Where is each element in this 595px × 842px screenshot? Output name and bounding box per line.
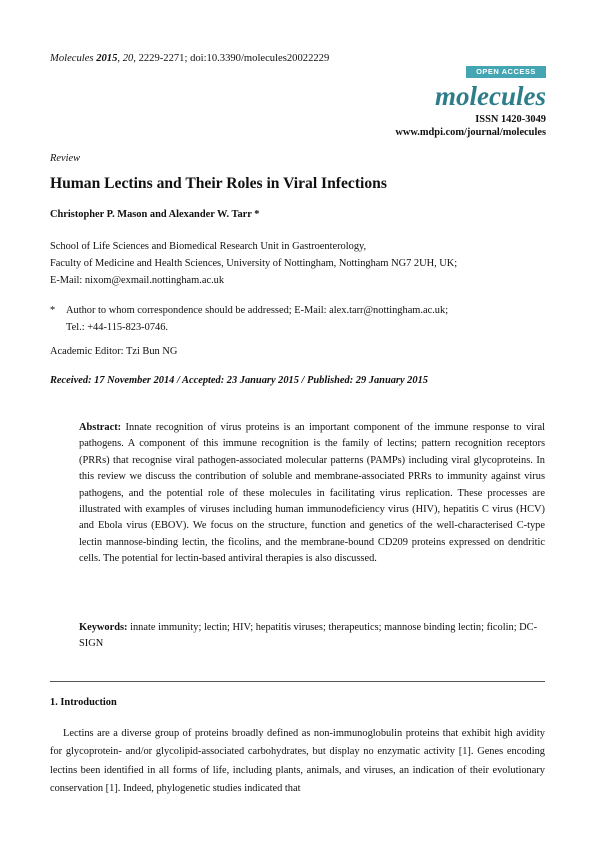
correspondence-note xyxy=(50,302,448,336)
citation-rest: , 2229-2271; doi:10.3390/molecules20022229 xyxy=(133,53,330,64)
correspondence-line: Author to whom correspondence should be addressed; E-Mail: alex.tarr@nottingham.ac.uk; xyxy=(66,305,449,316)
keywords-text: innate immunity; lectin; HIV; hepatitis viruses; therapeutics; mannose binding lectin; ficolin; DC-SIGN xyxy=(79,622,538,650)
citation-journal: Molecules xyxy=(50,53,94,64)
author-list: Christopher P. Mason and Alexander W. Tarr * xyxy=(50,209,260,220)
citation-year: 2015 xyxy=(96,53,118,64)
citation-volume: 20 xyxy=(122,53,134,64)
affiliation-line: Faculty of Medicine and Health Sciences, University of Nottingham, Nottingham NG7 2UH, UK; xyxy=(50,258,458,269)
affiliation-line: School of Life Sciences and Biomedical Research Unit in Gastroenterology, xyxy=(50,241,367,252)
academic-editor: Academic Editor: Tzi Bun NG xyxy=(50,346,178,357)
citation-line: Molecules 2015, 20, 2229-2271; doi:10.3390/molecules20022229 xyxy=(50,53,330,64)
keywords-label: Keywords: xyxy=(79,622,128,633)
journal-logo: molecules xyxy=(435,81,546,111)
introduction-paragraph: Lectins are a diverse group of proteins broadly defined as non-immunoglobulin proteins that exhibit high avidity for glycoprotein- and/or glycolipid-associated carbohydrates, but display no enzymatic activity [1]. Genes encoding lectins been identified in all forms of life, including plants, animals, and viruses, an indication of their evolutionary conservation [1]. Indeed, phylogenetic studies indicated that xyxy=(50,728,545,795)
correspondence-phone: Tel.: +44-115-823-0746. xyxy=(66,322,168,333)
correspondence-mark: * xyxy=(50,305,56,316)
article-title: Human Lectins and Their Roles in Viral Infections xyxy=(50,175,387,192)
affiliation-email[interactable]: E-Mail: nixom@exmail.nottingham.ac.uk xyxy=(50,275,225,286)
section-heading: 1. Introduction xyxy=(50,697,117,708)
abstract-text: Innate recognition of virus proteins is an important component of the immune response to viral pathogens. A component of this immune recognition is the family of lectins; pattern recognition receptors (PRRs) that recognise viral pathogen-associated molecular patterns (PAMPs) including viral glycoproteins. In this review we discuss the contribution of soluble and membrane-associated PRRs to immunity against virus pathogens, and the potential role of these molecules in facilitating virus replication. These processes are illustrated with examples of viruses including human immunodeficiency virus (HIV), hepatitis C virus (HCV) and Ebola virus (EBOV). We focus on the structure, function and genetics of the well-characterised C-type lectin mannose-binding lectin, the ficolins, and the membrane-bound CD209 proteins expressed on dendritic cells. The potential for lectin-based antiviral therapies is also discussed. xyxy=(79,422,545,565)
publication-dates: Received: 17 November 2014 / Accepted: 23 January 2015 / Published: 29 January 2015 xyxy=(50,375,428,386)
open-access-badge: OPEN ACCESS xyxy=(466,66,546,78)
affiliation xyxy=(50,238,457,289)
issn: ISSN 1420-3049 xyxy=(475,114,546,125)
keywords xyxy=(79,620,545,653)
article-type: Review xyxy=(50,153,80,164)
journal-url[interactable]: www.mdpi.com/journal/molecules xyxy=(395,127,546,138)
abstract xyxy=(79,420,545,568)
section-divider xyxy=(50,681,545,682)
introduction-text xyxy=(50,725,545,799)
abstract-label: Abstract: xyxy=(79,422,122,433)
